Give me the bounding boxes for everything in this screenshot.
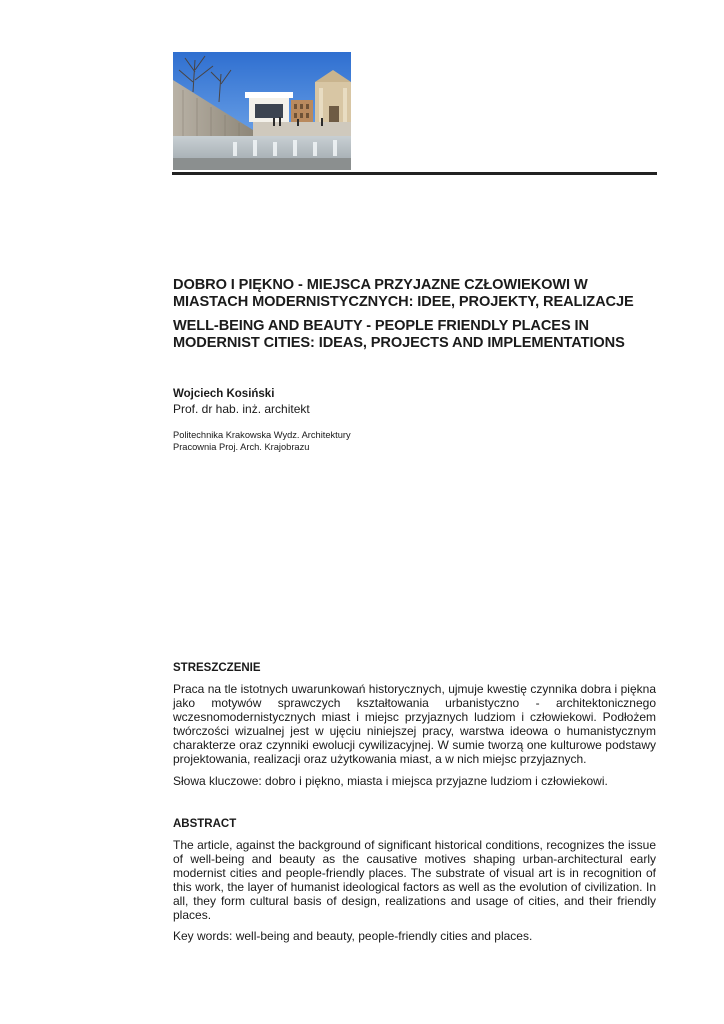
header-rule <box>172 172 657 175</box>
author-title: Prof. dr hab. inż. architekt <box>173 402 310 416</box>
author-name: Wojciech Kosiński <box>173 388 275 400</box>
header-photo <box>173 52 351 170</box>
affiliation-line-2: Pracownia Proj. Arch. Krajobrazu <box>173 441 310 452</box>
title-polish: DOBRO I PIĘKNO - MIEJSCA PRZYJAZNE CZŁOWIEKOWI W MIASTACH MODERNISTYCZNYCH: IDEE, PROJEKTY, REALIZACJE <box>173 277 634 310</box>
urban-plaza-photo-icon <box>173 52 351 170</box>
abstract-keywords: Key words: well-being and beauty, people-friendly cities and places. <box>173 929 533 943</box>
title-english: WELL-BEING AND BEAUTY - PEOPLE FRIENDLY PLACES IN MODERNIST CITIES: IDEAS, PROJECTS AND IMPLEMENTATIONS <box>173 318 625 351</box>
summary-heading: STRESZCZENIE <box>173 662 261 674</box>
summary-text: Praca na tle istotnych uwarunkowań historycznych, ujmuje kwestię czynnika dobra i piękna jako motywów sprawczych kształtowania urbanistyczno - architektonicznego wczesnomodernistycznych miast i miejsc przyjaznych ludziom i człowiekowi. Podłożem twórczości wizualnej jest w ujęciu niniejszej pracy, warstwa ideowa o humanistycznym charakterze oraz czynniki ewolucji cywilizacyjnej. W sumie tworzą one kulturowe podstawy projektowania, realizacji oraz użytkowania miast, a w nich miejsc przyjaznych. <box>173 682 656 766</box>
summary-keywords: Słowa kluczowe: dobro i piękno, miasta i miejsca przyjazne ludziom i człowiekowi. <box>173 774 608 788</box>
affiliation-line-1: Politechnika Krakowska Wydz. Architektury <box>173 430 351 440</box>
author-affiliation <box>173 430 351 453</box>
abstract-heading: ABSTRACT <box>173 818 237 830</box>
abstract-text: The article, against the background of significant historical conditions, recognizes the issue of well-being and beauty as the causative motives shaping urban-architectural early modernist cities and people-friendly places. The substrate of visual art is in recognition of this work, the layer of humanist ideological factors as well as the evolution of civilization. In all, they form cultural basis of design, realizations and usage of cities, and their friendly places. <box>173 838 656 922</box>
